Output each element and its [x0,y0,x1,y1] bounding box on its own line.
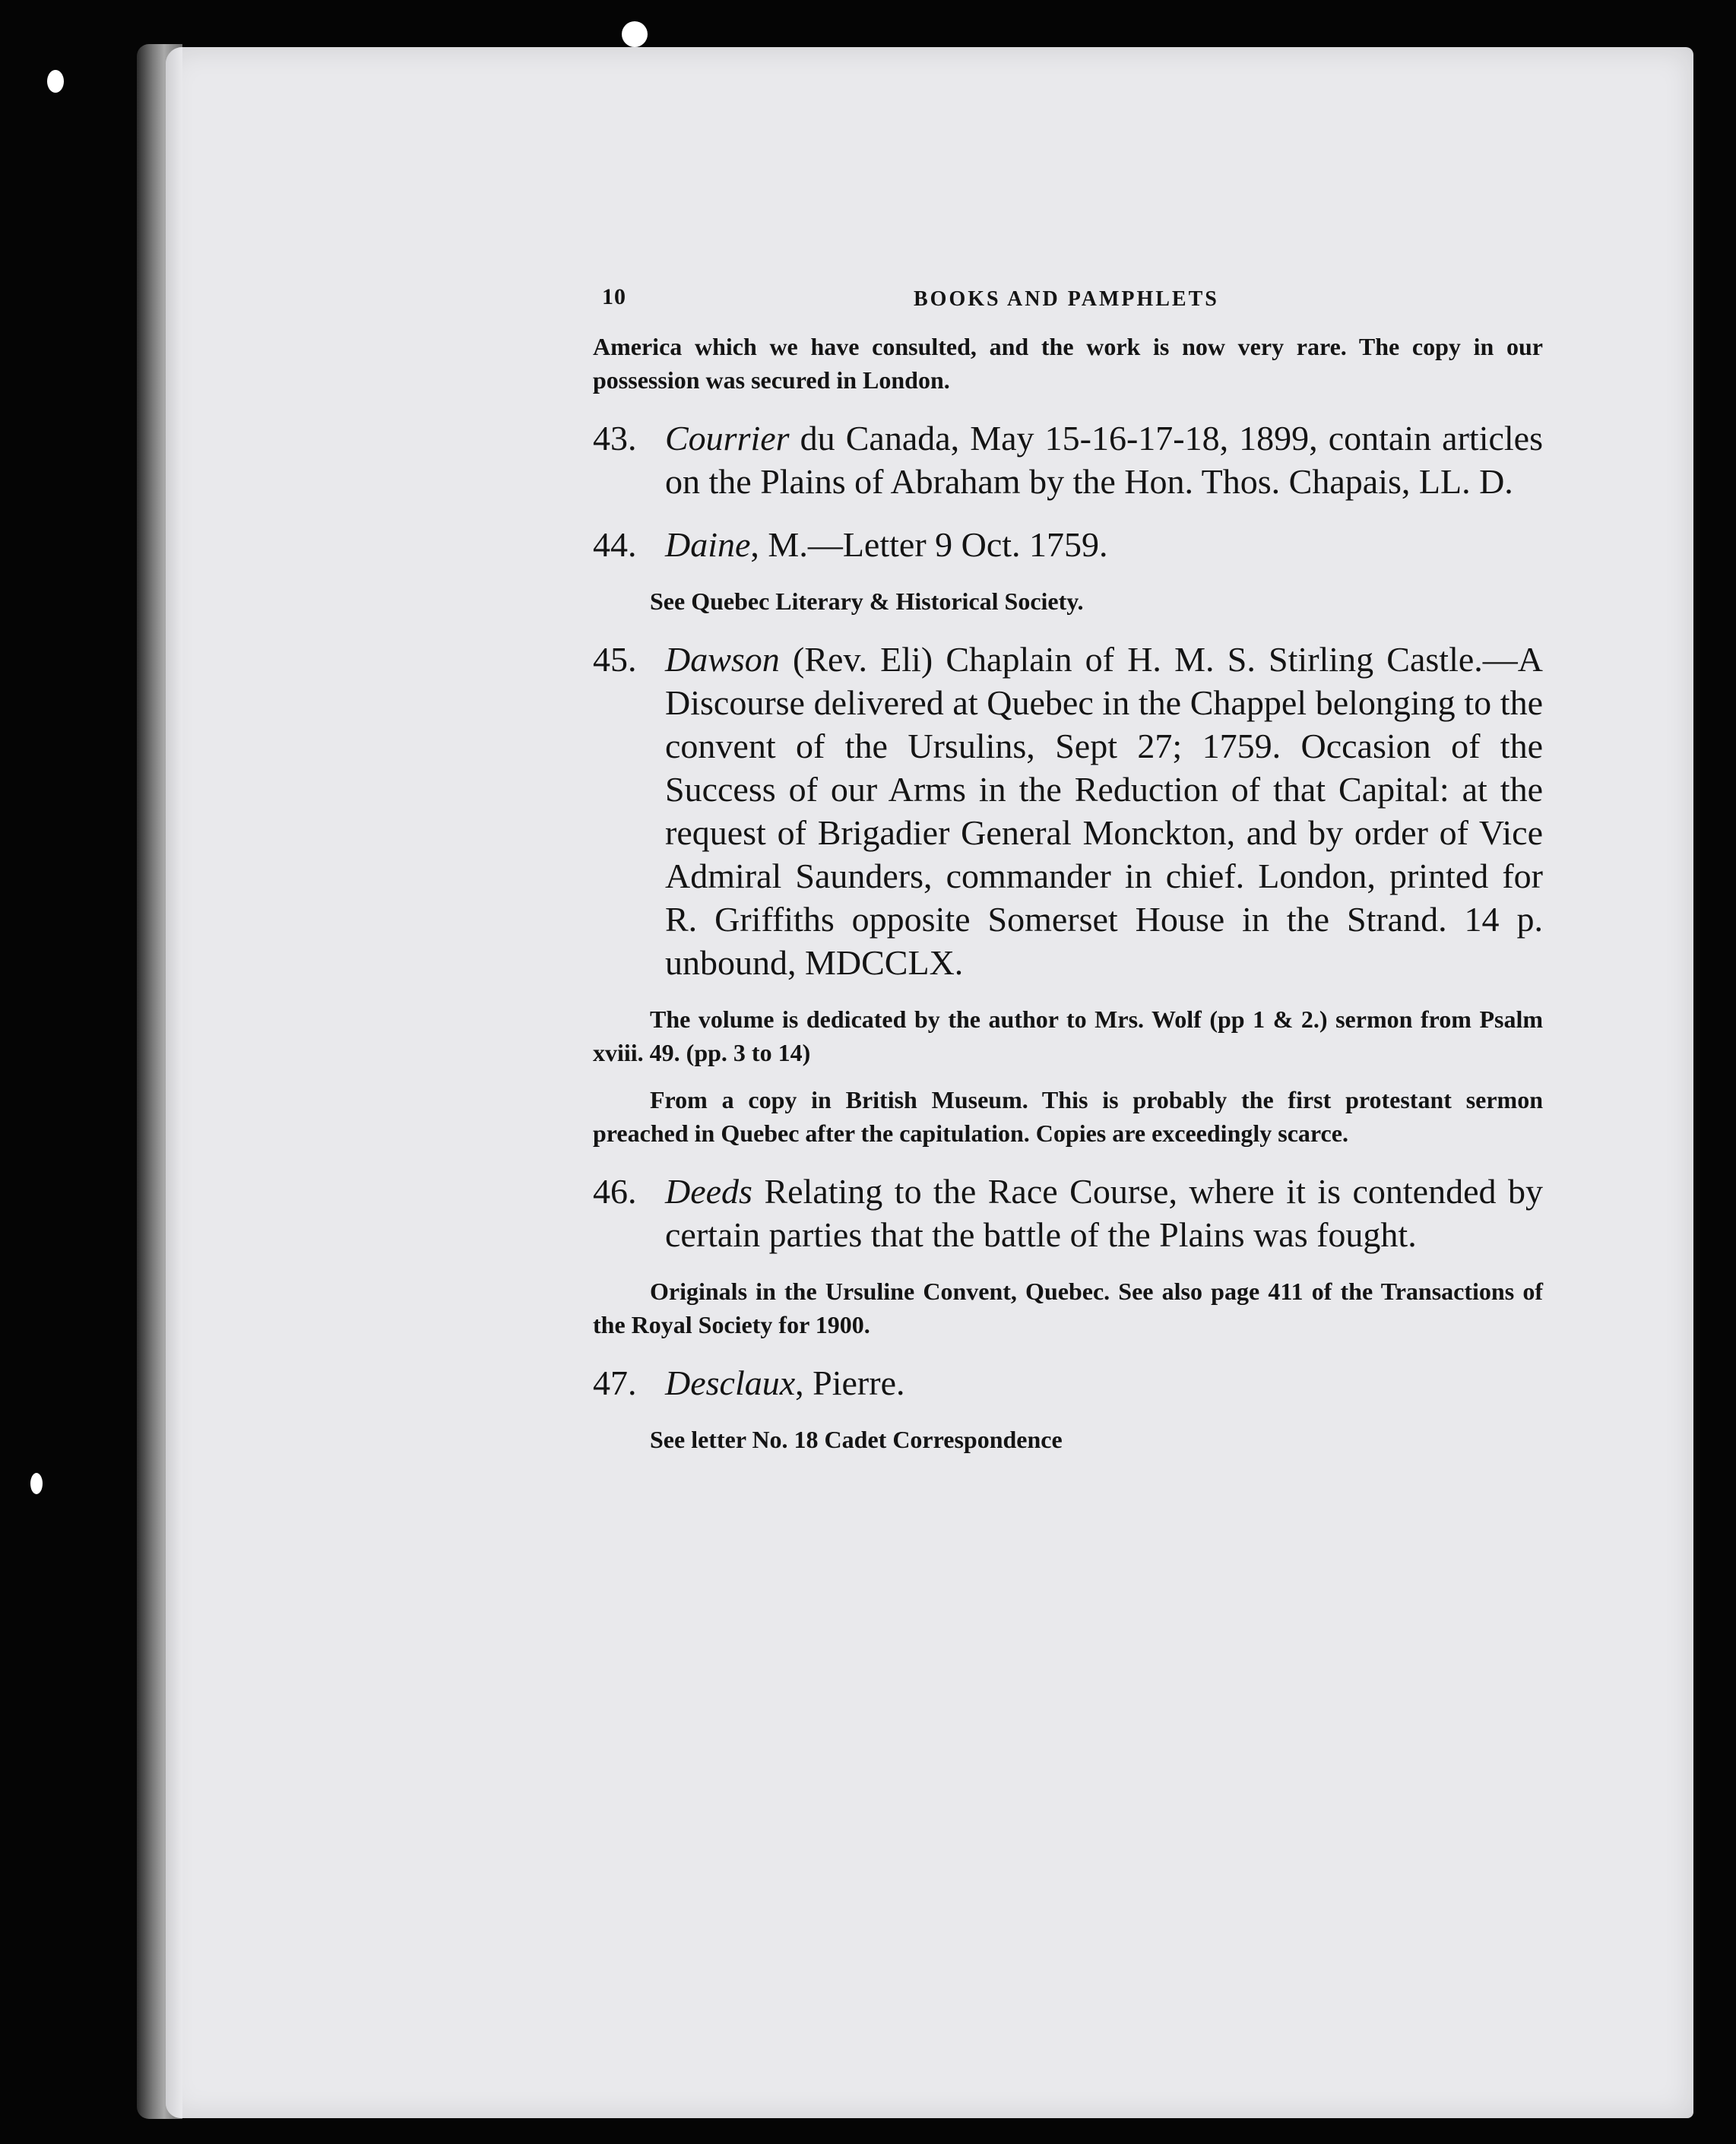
entry-text [593,1361,1543,1405]
catalog-entry-43 [593,416,1543,503]
entry-title: Courrier [665,419,790,458]
scan-speck [47,70,64,93]
running-head-title: BOOKS AND PAMPHLETS [914,287,1219,311]
continuation-paragraph: America which we have consulted, and the work is now very rare. The copy in our possession was secured in London. [593,333,1543,394]
entry-number: 43. [593,419,637,458]
entry-note: See letter No. 18 Cadet Correspondence [650,1426,1063,1453]
entry-title: Deeds [665,1172,752,1211]
entry-description: Relating to the Race Course, where it is contended by certain parties that the battle of the Plains was fought. [665,1172,1543,1254]
entry-title: Desclaux [665,1363,796,1402]
entry-text [593,523,1543,566]
entry-number: 46. [593,1172,637,1211]
entry-description: (Rev. Eli) Chaplain of H. M. S. Stirling Castle.—A Discourse delivered at Quebec in the Chappel belonging to the convent of the Ursulins, Sept 27; 1759. Occasion of the Success of our Arms in the Reduction of that Capital: at the request of Brigadier General Monckton, and by order of Vice Admiral Saunders, commander in chief. London, printed for R. Griffiths opposite Somerset House in the Strand. 14 p. unbound, MDCCLX. [665,640,1543,982]
entry-text [593,1170,1543,1256]
entry-note: The volume is dedicated by the author to Mrs. Wolf (pp 1 & 2.) sermon from Psalm xviii. 49. (pp. 3 to 14) [593,1005,1543,1066]
entry-description: , M.—Letter 9 Oct. 1759. [750,525,1108,564]
entry-description: du Canada, May 15-16-17-18, 1899, contain articles on the Plains of Abraham by the Hon. Thos. Chapais, LL. D. [665,419,1543,501]
page-gutter-shadow [166,47,182,2118]
page-number: 10 [602,284,626,309]
entry-note: Originals in the Ursuline Convent, Quebec. See also page 411 of the Transactions of the Royal Society for 1900. [593,1278,1543,1338]
entry-note: From a copy in British Museum. This is probably the first protestant sermon preached in Quebec after the capitulation. Copies are exceedingly scarce. [593,1086,1543,1147]
entry-description: , Pierre. [795,1363,905,1402]
entry-text [593,416,1543,503]
running-head [593,274,1543,319]
scan-speck [30,1473,43,1494]
entry-note: See Quebec Literary & Historical Society. [650,587,1084,615]
entry-text [593,638,1543,984]
catalog-entry-46 [593,1170,1543,1341]
entry-number: 45. [593,640,637,679]
catalog-entry-45 [593,638,1543,1150]
page-content [593,274,1543,1456]
entry-title: Dawson [665,640,780,679]
entry-number: 47. [593,1363,637,1402]
catalog-entry-44 [593,523,1543,618]
scan-speck [622,21,648,47]
entry-number: 44. [593,525,637,564]
entry-title: Daine [665,525,751,564]
catalog-entry-47 [593,1361,1543,1456]
